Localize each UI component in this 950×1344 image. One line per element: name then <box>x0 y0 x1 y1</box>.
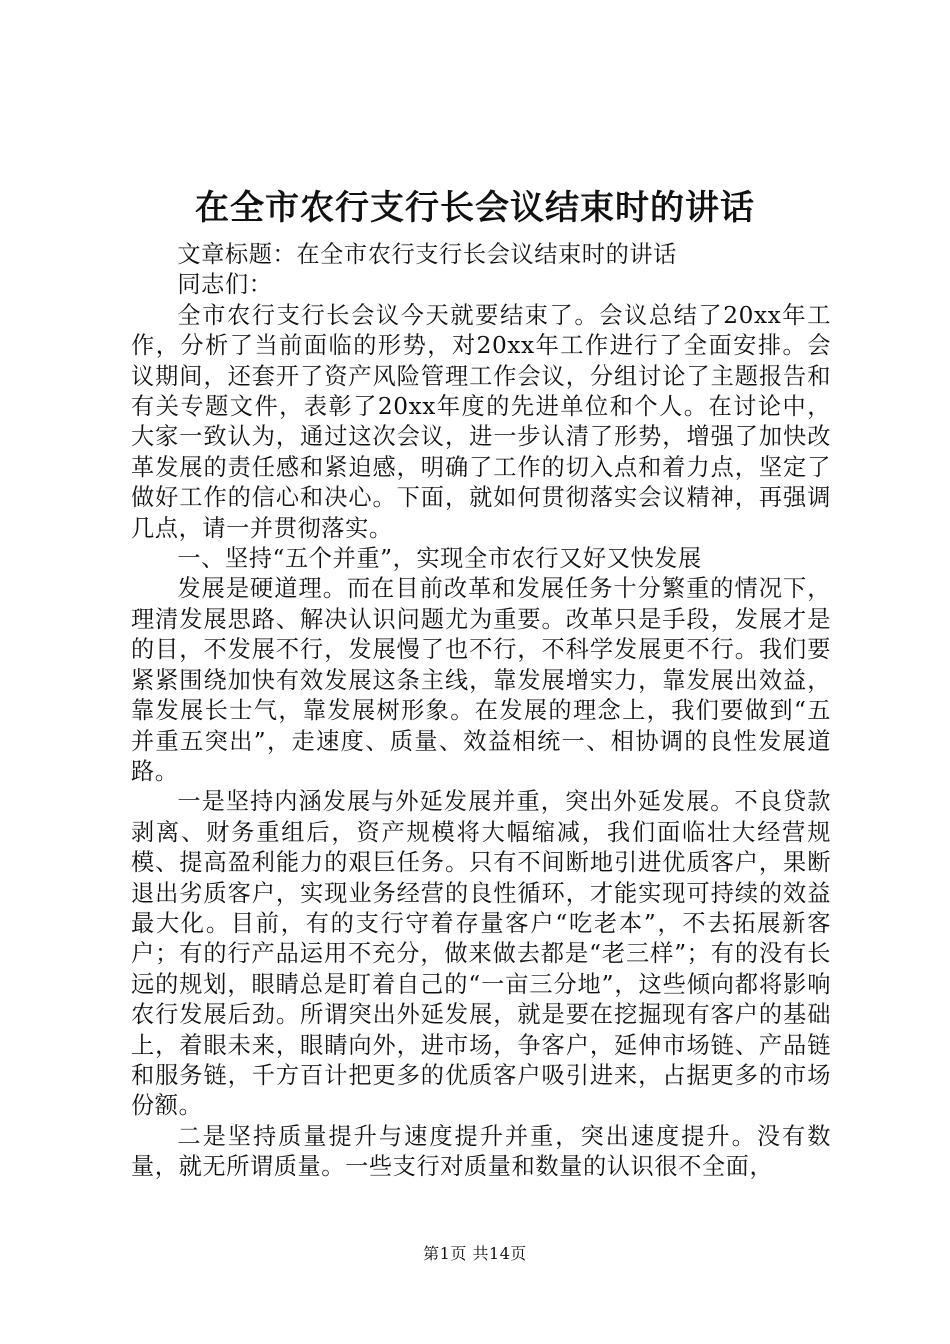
document-title: 在全市农行支行长会议结束时的讲话 <box>195 188 755 228</box>
article-title-line: 文章标题：在全市农行支行长会议结束时的讲话 <box>177 241 677 268</box>
paragraph-point-2: 二是坚持质量提升与速度提升并重，突出速度提升。没有数量，就无所谓质量。一些支行对质量和数量的认识很不全面， <box>131 1122 831 1181</box>
section-heading-1: 一、坚持“五个并重”，实现全市农行又好又快发展 <box>177 545 702 573</box>
salutation: 同志们： <box>177 271 273 299</box>
page-number-footer: 第1页 共14页 <box>423 1244 527 1263</box>
paragraph-point-1: 一是坚持内涵发展与外延发展并重，突出外延发展。不良贷款剥离、财务重组后，资产规模将大幅缩减，我们面临壮大经营规模、提高盈利能力的艰巨任务。只有不间断地引进优质客户，果断退出劣质客户，实现业务经营的良性循环，才能实现可持续的效益最大化。目前，有的支行守着存量客户“吃老本”，不去拓展新客户；有的行产品运用不充分，做来做去都是“老三样”；有的没有长远的规划，眼睛总是盯着自己的“一亩三分地”，这些倾向都将影响农行发展后劲。所谓突出外延发展，就是要在挖掘现有客户的基础上，着眼未来，眼睛向外，进市场，争客户，延伸市场链、产品链和服务链，千方百计把更多的优质客户吸引进来，占据更多的市场份额。 <box>131 788 831 1120</box>
paragraph-development: 发展是硬道理。而在目前改革和发展任务十分繁重的情况下，理清发展思路、解决认识问题尤为重要。改革只是手段，发展才是的目，不发展不行，发展慢了也不行，不科学发展更不行。我们要紧紧围绕加快有效发展这条主线，靠发展增实力，靠发展出效益，靠发展长士气，靠发展树形象。在发展的理念上，我们要做到“五并重五突出”，走速度、质量、效益相统一、相协调的良性发展道路。 <box>131 575 831 785</box>
document-body <box>131 240 831 1183</box>
paragraph-intro: 全市农行支行长会议今天就要结束了。会议总结了20xx年工作，分析了当前面临的形势，对20xx年工作进行了全面安排。会议期间，还套开了资产风险管理工作会议，分组讨论了主题报告和有关专题文件，表彰了20xx年度的先进单位和个人。在讨论中，大家一致认为，通过这次会议，进一步认清了形势，增强了加快改革发展的责任感和紧迫感，明确了工作的切入点和着力点，坚定了做好工作的信心和决心。下面，就如何贯彻落实会议精神，再强调几点，请一并贯彻落实。 <box>131 301 831 542</box>
